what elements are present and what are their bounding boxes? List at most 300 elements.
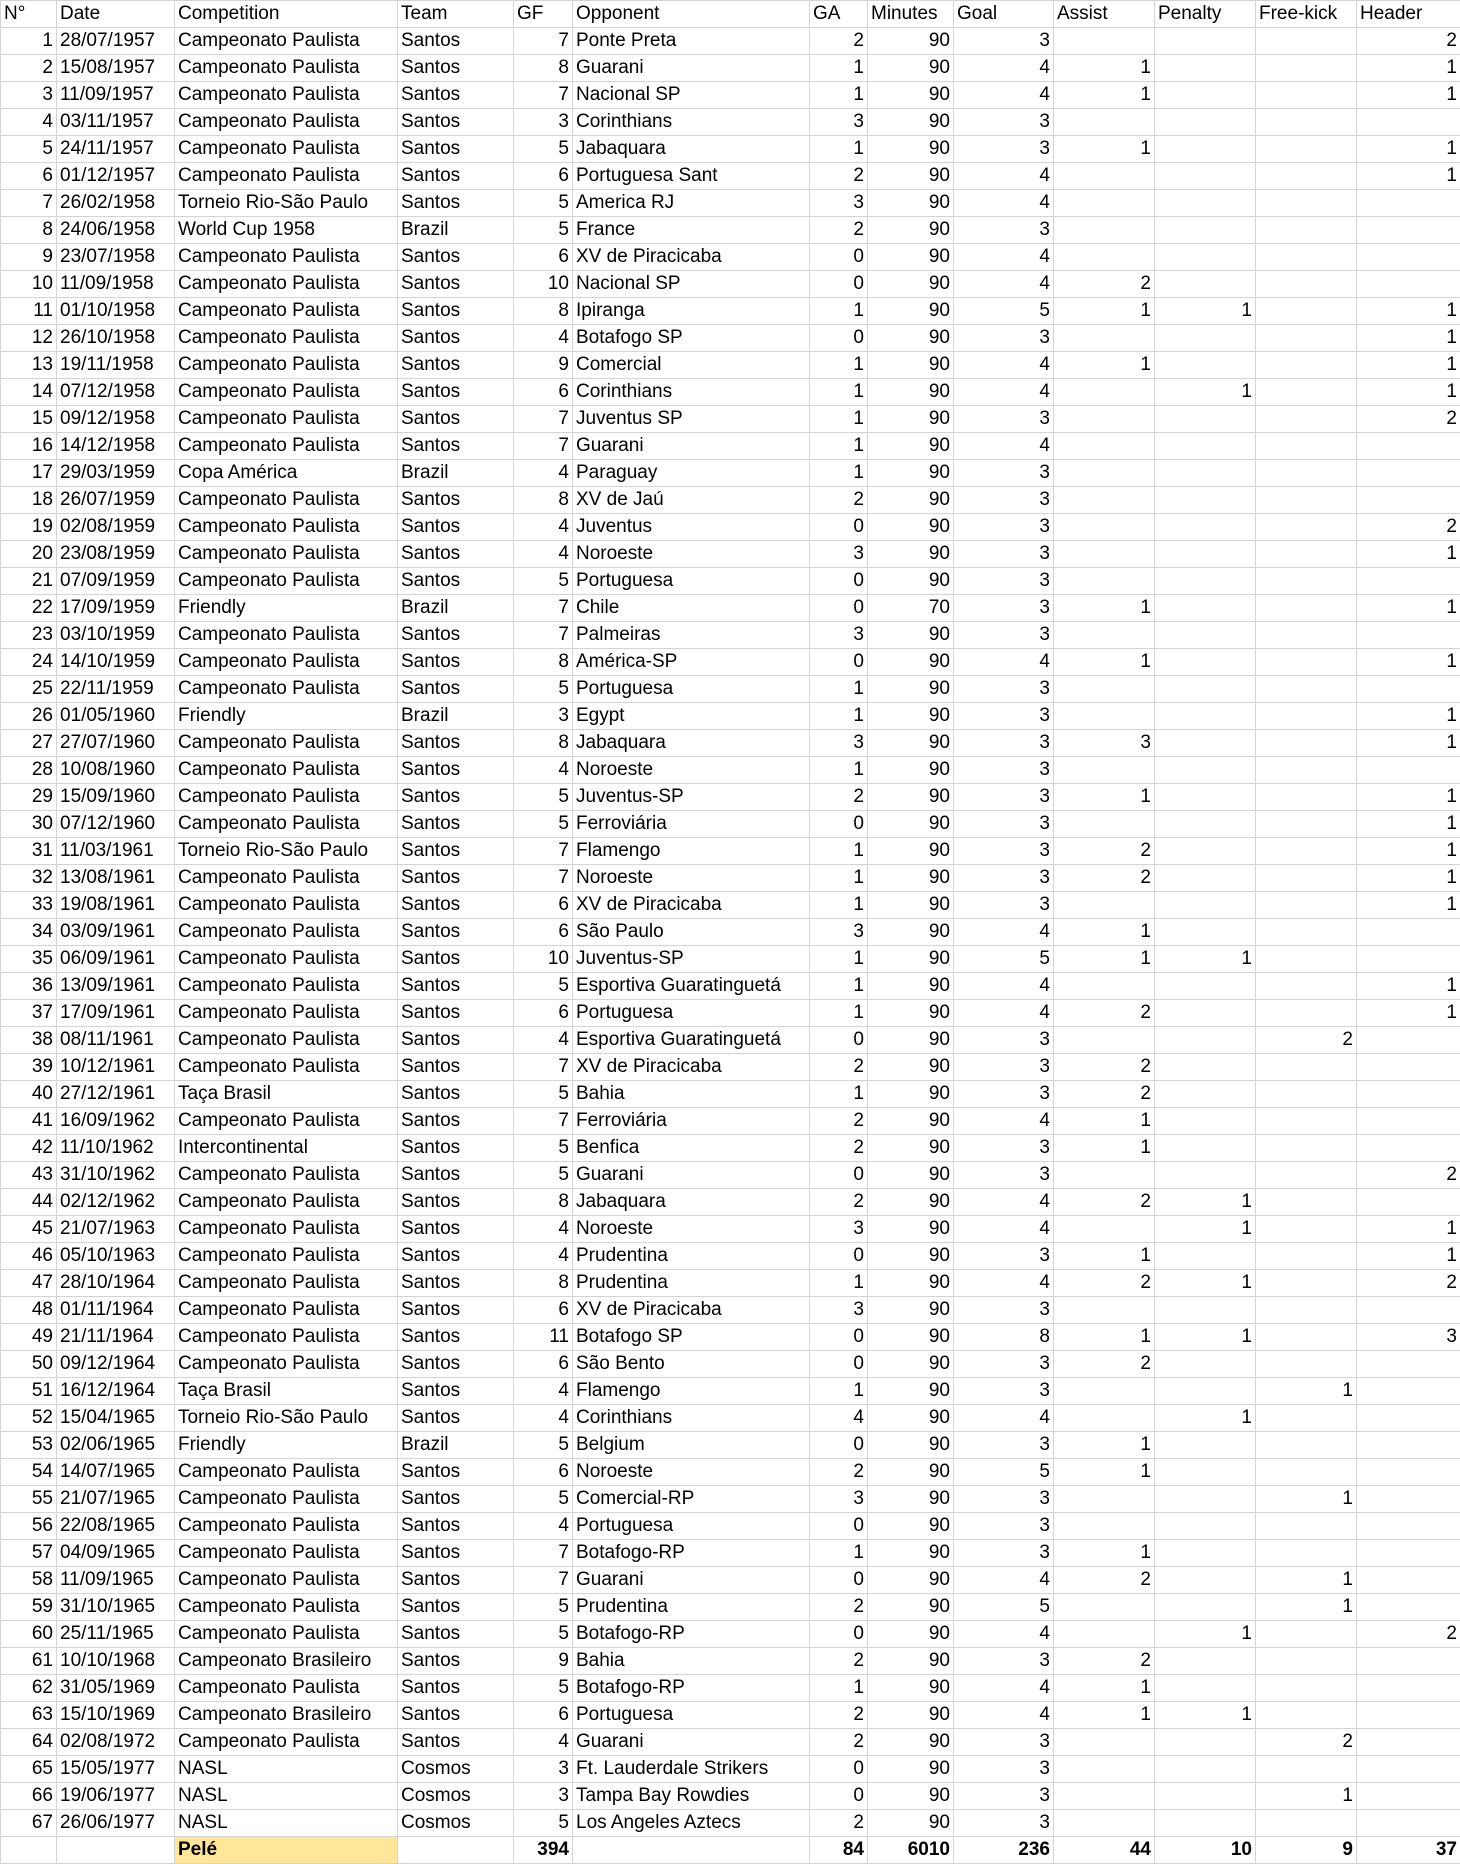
cell-opponent[interactable]: Comercial-RP	[573, 1486, 810, 1513]
cell-header[interactable]	[1357, 217, 1460, 244]
cell-competition[interactable]: Campeonato Paulista	[175, 919, 398, 946]
cell-ga[interactable]: 3	[810, 1297, 868, 1324]
cell-gf[interactable]: 7	[514, 838, 573, 865]
cell-goal[interactable]: 3	[954, 784, 1054, 811]
cell-team[interactable]: Santos	[398, 568, 514, 595]
cell-opponent[interactable]: São Bento	[573, 1351, 810, 1378]
cell-goal[interactable]: 4	[954, 1675, 1054, 1702]
cell-opponent[interactable]: Corinthians	[573, 109, 810, 136]
cell-team[interactable]: Cosmos	[398, 1783, 514, 1810]
cell-competition[interactable]: Friendly	[175, 703, 398, 730]
cell-no[interactable]: 54	[1, 1459, 57, 1486]
cell-opponent[interactable]: Tampa Bay Rowdies	[573, 1783, 810, 1810]
cell-goal[interactable]: 5	[954, 298, 1054, 325]
cell-no[interactable]: 30	[1, 811, 57, 838]
cell-date[interactable]: 16/09/1962	[57, 1108, 175, 1135]
cell-team[interactable]: Santos	[398, 784, 514, 811]
column-header-assist[interactable]: Assist	[1054, 1, 1155, 28]
cell-minutes[interactable]: 90	[868, 973, 954, 1000]
cell-penalty[interactable]	[1155, 352, 1256, 379]
cell-assist[interactable]: 2	[1054, 838, 1155, 865]
cell-competition[interactable]: Campeonato Paulista	[175, 433, 398, 460]
cell-competition[interactable]: Campeonato Paulista	[175, 379, 398, 406]
cell-gf[interactable]: 7	[514, 28, 573, 55]
cell-ga[interactable]: 2	[810, 1135, 868, 1162]
cell-assist[interactable]: 3	[1054, 730, 1155, 757]
cell-minutes[interactable]: 90	[868, 730, 954, 757]
cell-date[interactable]: 31/10/1965	[57, 1594, 175, 1621]
cell-free-kick[interactable]	[1256, 568, 1357, 595]
cell-team[interactable]: Santos	[398, 433, 514, 460]
cell-team[interactable]: Santos	[398, 28, 514, 55]
cell-header[interactable]	[1357, 1081, 1460, 1108]
cell-ga[interactable]: 0	[810, 325, 868, 352]
cell-assist[interactable]	[1054, 190, 1155, 217]
cell-team[interactable]: Santos	[398, 1648, 514, 1675]
cell-free-kick[interactable]: 1	[1256, 1594, 1357, 1621]
cell-penalty[interactable]	[1155, 1162, 1256, 1189]
cell-minutes[interactable]: 90	[868, 919, 954, 946]
cell-no[interactable]: 62	[1, 1675, 57, 1702]
cell-ga[interactable]: 0	[810, 1621, 868, 1648]
cell-gf[interactable]: 3	[514, 703, 573, 730]
cell-minutes[interactable]: 90	[868, 1729, 954, 1756]
cell-opponent[interactable]: Portuguesa	[573, 568, 810, 595]
cell-goal[interactable]: 5	[954, 946, 1054, 973]
cell-competition[interactable]: Campeonato Paulista	[175, 1027, 398, 1054]
cell-header[interactable]: 2	[1357, 1162, 1460, 1189]
cell-goal[interactable]: 3	[954, 1351, 1054, 1378]
cell-competition[interactable]: Campeonato Paulista	[175, 1270, 398, 1297]
cell-goal[interactable]: 3	[954, 622, 1054, 649]
cell-date[interactable]: 01/10/1958	[57, 298, 175, 325]
cell-goal[interactable]: 3	[954, 757, 1054, 784]
cell-gf[interactable]: 4	[514, 1243, 573, 1270]
cell-header[interactable]	[1357, 1189, 1460, 1216]
cell-gf[interactable]: 7	[514, 622, 573, 649]
cell-header[interactable]: 1	[1357, 595, 1460, 622]
cell-penalty[interactable]	[1155, 514, 1256, 541]
cell-competition[interactable]: Friendly	[175, 1432, 398, 1459]
cell-penalty[interactable]	[1155, 271, 1256, 298]
cell-opponent[interactable]: Los Angeles Aztecs	[573, 1810, 810, 1837]
cell-ga[interactable]: 1	[810, 82, 868, 109]
cell-ga[interactable]: 0	[810, 1351, 868, 1378]
cell-gf[interactable]: 6	[514, 892, 573, 919]
cell-assist[interactable]: 1	[1054, 136, 1155, 163]
cell-no[interactable]: 4	[1, 109, 57, 136]
cell-opponent[interactable]: Nacional SP	[573, 271, 810, 298]
cell-free-kick[interactable]	[1256, 649, 1357, 676]
cell-penalty[interactable]	[1155, 838, 1256, 865]
cell-competition[interactable]: Torneio Rio-São Paulo	[175, 838, 398, 865]
cell-date[interactable]: 05/10/1963	[57, 1243, 175, 1270]
cell-gf[interactable]: 5	[514, 676, 573, 703]
cell-no[interactable]: 3	[1, 82, 57, 109]
cell-penalty[interactable]	[1155, 136, 1256, 163]
cell-team[interactable]: Santos	[398, 1540, 514, 1567]
cell-date[interactable]: 01/11/1964	[57, 1297, 175, 1324]
cell-minutes[interactable]: 90	[868, 1270, 954, 1297]
cell-competition[interactable]: Campeonato Paulista	[175, 1189, 398, 1216]
cell-free-kick[interactable]	[1256, 622, 1357, 649]
cell-free-kick[interactable]	[1256, 82, 1357, 109]
cell-team[interactable]: Santos	[398, 1459, 514, 1486]
cell-date[interactable]: 08/11/1961	[57, 1027, 175, 1054]
cell-minutes[interactable]: 90	[868, 1351, 954, 1378]
cell-header[interactable]	[1357, 622, 1460, 649]
cell-ga[interactable]: 1	[810, 1540, 868, 1567]
cell-penalty[interactable]	[1155, 865, 1256, 892]
cell-gf[interactable]: 5	[514, 1621, 573, 1648]
cell-penalty[interactable]	[1155, 1567, 1256, 1594]
cell-goal[interactable]: 3	[954, 865, 1054, 892]
cell-date[interactable]: 09/12/1964	[57, 1351, 175, 1378]
cell-ga[interactable]: 3	[810, 109, 868, 136]
cell-no[interactable]: 15	[1, 406, 57, 433]
cell-no[interactable]: 24	[1, 649, 57, 676]
cell-goal[interactable]: 3	[954, 1729, 1054, 1756]
cell-opponent[interactable]: XV de Piracicaba	[573, 1297, 810, 1324]
cell-opponent[interactable]: Botafogo-RP	[573, 1621, 810, 1648]
cell-opponent[interactable]: Botafogo SP	[573, 1324, 810, 1351]
cell-assist[interactable]: 1	[1054, 1459, 1155, 1486]
cell-opponent[interactable]: Juventus	[573, 514, 810, 541]
cell-team[interactable]: Santos	[398, 1675, 514, 1702]
cell-team[interactable]: Santos	[398, 1729, 514, 1756]
cell-goal[interactable]: 4	[954, 649, 1054, 676]
cell-header[interactable]	[1357, 1513, 1460, 1540]
cell-assist[interactable]	[1054, 1216, 1155, 1243]
cell-minutes[interactable]: 90	[868, 703, 954, 730]
cell-goal[interactable]: 3	[954, 1486, 1054, 1513]
cell-assist[interactable]	[1054, 622, 1155, 649]
cell-goal[interactable]: 3	[954, 1432, 1054, 1459]
cell-competition[interactable]: Campeonato Paulista	[175, 568, 398, 595]
cell-free-kick[interactable]	[1256, 1459, 1357, 1486]
cell-competition[interactable]: Campeonato Paulista	[175, 730, 398, 757]
cell-header[interactable]: 1	[1357, 730, 1460, 757]
cell-goal[interactable]: 3	[954, 1135, 1054, 1162]
cell-assist[interactable]	[1054, 1486, 1155, 1513]
cell-gf[interactable]: 5	[514, 190, 573, 217]
cell-penalty[interactable]: 1	[1155, 1702, 1256, 1729]
cell-competition[interactable]: Taça Brasil	[175, 1378, 398, 1405]
cell-penalty[interactable]: 1	[1155, 1621, 1256, 1648]
cell-assist[interactable]: 2	[1054, 1567, 1155, 1594]
cell-free-kick[interactable]	[1256, 379, 1357, 406]
cell-minutes[interactable]: 90	[868, 82, 954, 109]
cell-no[interactable]: 60	[1, 1621, 57, 1648]
cell-date[interactable]: 31/10/1962	[57, 1162, 175, 1189]
cell-team[interactable]: Santos	[398, 1702, 514, 1729]
cell-header[interactable]: 1	[1357, 55, 1460, 82]
cell-free-kick[interactable]	[1256, 1756, 1357, 1783]
cell-date[interactable]: 02/08/1972	[57, 1729, 175, 1756]
cell-date[interactable]: 22/11/1959	[57, 676, 175, 703]
cell-minutes[interactable]: 90	[868, 1108, 954, 1135]
cell-goal[interactable]: 3	[954, 1081, 1054, 1108]
cell-assist[interactable]	[1054, 541, 1155, 568]
cell-free-kick[interactable]	[1256, 1621, 1357, 1648]
cell-opponent[interactable]: XV de Piracicaba	[573, 1054, 810, 1081]
cell-minutes[interactable]: 90	[868, 838, 954, 865]
cell-free-kick[interactable]	[1256, 433, 1357, 460]
cell-ga[interactable]: 1	[810, 298, 868, 325]
cell-date[interactable]: 28/07/1957	[57, 28, 175, 55]
cell-competition[interactable]: Campeonato Paulista	[175, 325, 398, 352]
cell-no[interactable]: 8	[1, 217, 57, 244]
cell-header[interactable]	[1357, 946, 1460, 973]
cell-gf[interactable]: 8	[514, 298, 573, 325]
cell-gf[interactable]: 10	[514, 271, 573, 298]
cell-free-kick[interactable]	[1256, 703, 1357, 730]
cell-opponent[interactable]: Esportiva Guaratinguetá	[573, 1027, 810, 1054]
cell-opponent[interactable]: Portuguesa Sant	[573, 163, 810, 190]
cell-minutes[interactable]: 90	[868, 1000, 954, 1027]
cell-assist[interactable]: 1	[1054, 1540, 1155, 1567]
cell-minutes[interactable]: 90	[868, 1675, 954, 1702]
cell-ga[interactable]: 1	[810, 1270, 868, 1297]
cell-team[interactable]: Santos	[398, 1027, 514, 1054]
cell-minutes[interactable]: 90	[868, 1432, 954, 1459]
cell-date[interactable]: 02/12/1962	[57, 1189, 175, 1216]
cell-gf[interactable]: 8	[514, 649, 573, 676]
cell-no[interactable]: 38	[1, 1027, 57, 1054]
column-header-competition[interactable]: Competition	[175, 1, 398, 28]
cell-date[interactable]: 21/07/1965	[57, 1486, 175, 1513]
cell-team[interactable]: Santos	[398, 1621, 514, 1648]
cell-free-kick[interactable]	[1256, 838, 1357, 865]
cell-team[interactable]: Santos	[398, 1081, 514, 1108]
cell-competition[interactable]: Campeonato Paulista	[175, 82, 398, 109]
cell-goal[interactable]: 3	[954, 1297, 1054, 1324]
cell-header[interactable]: 2	[1357, 28, 1460, 55]
cell-assist[interactable]	[1054, 811, 1155, 838]
cell-date[interactable]: 19/06/1977	[57, 1783, 175, 1810]
cell-opponent[interactable]: Guarani	[573, 1729, 810, 1756]
cell-goal[interactable]: 4	[954, 1108, 1054, 1135]
cell-date[interactable]: 21/07/1963	[57, 1216, 175, 1243]
cell-gf[interactable]: 6	[514, 1351, 573, 1378]
cell-free-kick[interactable]: 1	[1256, 1378, 1357, 1405]
cell-goal[interactable]: 4	[954, 1702, 1054, 1729]
cell-minutes[interactable]: 90	[868, 1486, 954, 1513]
cell-header[interactable]: 1	[1357, 1243, 1460, 1270]
cell-penalty[interactable]	[1155, 649, 1256, 676]
cell-header[interactable]	[1357, 1432, 1460, 1459]
cell-team[interactable]: Santos	[398, 919, 514, 946]
cell-competition[interactable]: Campeonato Paulista	[175, 757, 398, 784]
cell-no[interactable]: 41	[1, 1108, 57, 1135]
cell-ga[interactable]: 1	[810, 676, 868, 703]
cell-opponent[interactable]: Esportiva Guaratinguetá	[573, 973, 810, 1000]
cell-ga[interactable]: 0	[810, 1513, 868, 1540]
cell-gf[interactable]: 4	[514, 460, 573, 487]
cell-gf[interactable]: 9	[514, 1648, 573, 1675]
cell-penalty[interactable]	[1155, 325, 1256, 352]
cell-header[interactable]	[1357, 1810, 1460, 1837]
cell-header[interactable]: 1	[1357, 784, 1460, 811]
cell-ga[interactable]: 1	[810, 892, 868, 919]
cell-assist[interactable]	[1054, 1621, 1155, 1648]
cell-penalty[interactable]	[1155, 1243, 1256, 1270]
cell-header[interactable]	[1357, 1486, 1460, 1513]
cell-minutes[interactable]: 90	[868, 1378, 954, 1405]
cell-opponent[interactable]: Portuguesa	[573, 1702, 810, 1729]
cell-goal[interactable]: 4	[954, 244, 1054, 271]
cell-date[interactable]: 02/06/1965	[57, 1432, 175, 1459]
column-header-gf[interactable]: GF	[514, 1, 573, 28]
cell-free-kick[interactable]	[1256, 811, 1357, 838]
cell-ga[interactable]: 0	[810, 568, 868, 595]
cell-date[interactable]: 17/09/1959	[57, 595, 175, 622]
cell-assist[interactable]: 2	[1054, 271, 1155, 298]
cell-ga[interactable]: 3	[810, 1216, 868, 1243]
cell-competition[interactable]: Campeonato Paulista	[175, 1243, 398, 1270]
cell-gf[interactable]: 4	[514, 1729, 573, 1756]
column-header-opponent[interactable]: Opponent	[573, 1, 810, 28]
cell-team[interactable]: Santos	[398, 1135, 514, 1162]
cell-header[interactable]	[1357, 460, 1460, 487]
cell-header[interactable]	[1357, 1567, 1460, 1594]
cell-opponent[interactable]: Chile	[573, 595, 810, 622]
cell-opponent[interactable]: Nacional SP	[573, 82, 810, 109]
cell-opponent[interactable]: Botafogo-RP	[573, 1540, 810, 1567]
total-label-cell[interactable]: Pelé	[175, 1837, 398, 1864]
cell-no[interactable]: 33	[1, 892, 57, 919]
cell-date[interactable]: 03/11/1957	[57, 109, 175, 136]
cell-goal[interactable]: 4	[954, 1270, 1054, 1297]
cell-minutes[interactable]: 90	[868, 514, 954, 541]
cell-no[interactable]: 58	[1, 1567, 57, 1594]
cell-ga[interactable]: 0	[810, 1027, 868, 1054]
cell-assist[interactable]	[1054, 217, 1155, 244]
cell-ga[interactable]: 1	[810, 973, 868, 1000]
cell-penalty[interactable]	[1155, 163, 1256, 190]
cell-gf[interactable]: 4	[514, 1378, 573, 1405]
cell-ga[interactable]: 1	[810, 1675, 868, 1702]
cell-ga[interactable]: 2	[810, 1459, 868, 1486]
cell-minutes[interactable]: 90	[868, 811, 954, 838]
cell-goal[interactable]: 3	[954, 541, 1054, 568]
cell-goal[interactable]: 8	[954, 1324, 1054, 1351]
cell-penalty[interactable]	[1155, 568, 1256, 595]
cell-team[interactable]: Brazil	[398, 1432, 514, 1459]
cell-competition[interactable]: Campeonato Paulista	[175, 946, 398, 973]
cell-free-kick[interactable]	[1256, 541, 1357, 568]
cell-assist[interactable]: 1	[1054, 352, 1155, 379]
cell-gf[interactable]: 7	[514, 865, 573, 892]
cell-goal[interactable]: 3	[954, 1243, 1054, 1270]
cell-no[interactable]: 48	[1, 1297, 57, 1324]
cell-team[interactable]: Santos	[398, 244, 514, 271]
cell-penalty[interactable]	[1155, 1000, 1256, 1027]
cell-opponent[interactable]: Noroeste	[573, 541, 810, 568]
cell-penalty[interactable]	[1155, 1540, 1256, 1567]
cell-minutes[interactable]: 90	[868, 1540, 954, 1567]
cell-penalty[interactable]	[1155, 1027, 1256, 1054]
cell-opponent[interactable]: Noroeste	[573, 865, 810, 892]
cell-free-kick[interactable]	[1256, 595, 1357, 622]
cell-ga[interactable]: 0	[810, 244, 868, 271]
cell-minutes[interactable]: 90	[868, 433, 954, 460]
cell-minutes[interactable]: 90	[868, 1648, 954, 1675]
cell-penalty[interactable]	[1155, 1432, 1256, 1459]
cell-opponent[interactable]: Ponte Preta	[573, 28, 810, 55]
cell-competition[interactable]: World Cup 1958	[175, 217, 398, 244]
cell-header[interactable]	[1357, 1729, 1460, 1756]
cell-team[interactable]: Santos	[398, 190, 514, 217]
cell-no[interactable]: 6	[1, 163, 57, 190]
cell-no[interactable]: 27	[1, 730, 57, 757]
cell-minutes[interactable]: 90	[868, 1027, 954, 1054]
cell-goal[interactable]: 5	[954, 1594, 1054, 1621]
cell-opponent[interactable]: Paraguay	[573, 460, 810, 487]
cell-competition[interactable]: Campeonato Paulista	[175, 28, 398, 55]
cell-penalty[interactable]: 1	[1155, 946, 1256, 973]
cell-free-kick[interactable]	[1256, 1081, 1357, 1108]
cell-competition[interactable]: Campeonato Paulista	[175, 676, 398, 703]
column-header-minutes[interactable]: Minutes	[868, 1, 954, 28]
cell-date[interactable]: 10/10/1968	[57, 1648, 175, 1675]
cell-team[interactable]: Santos	[398, 82, 514, 109]
cell-goal[interactable]: 3	[954, 811, 1054, 838]
cell-date[interactable]: 26/07/1959	[57, 487, 175, 514]
cell-date[interactable]: 03/10/1959	[57, 622, 175, 649]
cell-free-kick[interactable]	[1256, 1702, 1357, 1729]
cell-assist[interactable]	[1054, 1405, 1155, 1432]
cell-penalty[interactable]: 1	[1155, 1324, 1256, 1351]
cell-assist[interactable]: 1	[1054, 784, 1155, 811]
total-goal[interactable]: 236	[954, 1837, 1054, 1864]
cell-free-kick[interactable]	[1256, 298, 1357, 325]
cell-header[interactable]	[1357, 487, 1460, 514]
cell-date[interactable]: 09/12/1958	[57, 406, 175, 433]
cell-free-kick[interactable]	[1256, 1135, 1357, 1162]
cell-assist[interactable]: 2	[1054, 1000, 1155, 1027]
cell-team[interactable]: Santos	[398, 514, 514, 541]
cell-assist[interactable]	[1054, 433, 1155, 460]
cell-opponent[interactable]: Flamengo	[573, 838, 810, 865]
cell-assist[interactable]	[1054, 1810, 1155, 1837]
cell-competition[interactable]: Campeonato Paulista	[175, 649, 398, 676]
cell-penalty[interactable]	[1155, 1297, 1256, 1324]
cell-goal[interactable]: 3	[954, 1162, 1054, 1189]
cell-no[interactable]: 26	[1, 703, 57, 730]
cell-competition[interactable]: Campeonato Paulista	[175, 1324, 398, 1351]
cell-opponent[interactable]: Comercial	[573, 352, 810, 379]
cell-team[interactable]: Brazil	[398, 595, 514, 622]
cell-header[interactable]	[1357, 1108, 1460, 1135]
cell-date[interactable]: 27/07/1960	[57, 730, 175, 757]
cell-assist[interactable]: 1	[1054, 919, 1155, 946]
cell-gf[interactable]: 7	[514, 406, 573, 433]
cell-competition[interactable]: Campeonato Paulista	[175, 1567, 398, 1594]
cell-team[interactable]: Santos	[398, 1378, 514, 1405]
cell-minutes[interactable]: 90	[868, 892, 954, 919]
cell-goal[interactable]: 3	[954, 460, 1054, 487]
cell-free-kick[interactable]	[1256, 514, 1357, 541]
cell-team[interactable]: Santos	[398, 163, 514, 190]
cell-free-kick[interactable]	[1256, 1189, 1357, 1216]
cell-header[interactable]	[1357, 1783, 1460, 1810]
cell-penalty[interactable]: 1	[1155, 379, 1256, 406]
cell-gf[interactable]: 5	[514, 568, 573, 595]
cell-minutes[interactable]: 90	[868, 1243, 954, 1270]
cell-opponent[interactable]: Belgium	[573, 1432, 810, 1459]
cell-date[interactable]: 11/09/1958	[57, 271, 175, 298]
